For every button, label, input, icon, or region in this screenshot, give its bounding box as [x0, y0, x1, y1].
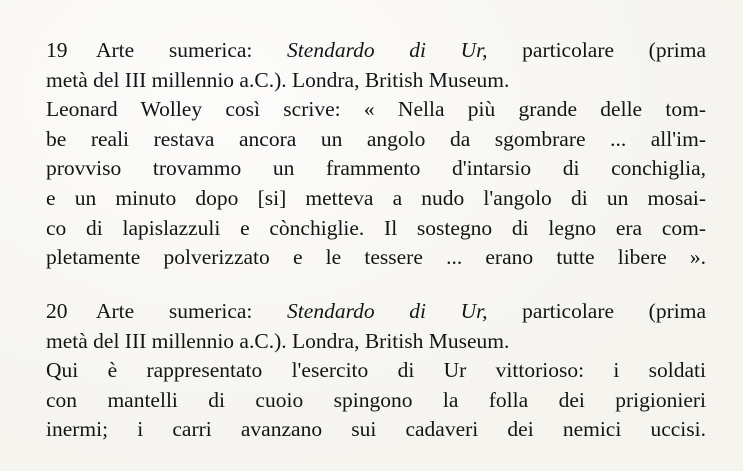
caption-suffix: particolare (prima — [487, 38, 706, 62]
caption-line: provviso trovammo un frammento d'intarsio di conchiglia, — [46, 156, 706, 181]
caption-prefix: Arte sumerica: — [96, 299, 288, 323]
caption-line: be reali restava ancora un angolo da sgombrare ... all'im- — [46, 126, 706, 151]
caption-line: metà del III millennio a.C.). Londra, British Museum. — [46, 67, 510, 92]
caption-line: inermi; i carri avanzano sui cadaveri dei nemici uccisi. — [46, 417, 706, 442]
caption-line: e un minuto dopo [si] metteva a nudo l'angolo di un mosai- — [46, 185, 706, 210]
artwork-title: Stendardo di Ur, — [287, 299, 488, 323]
caption-number: 19 — [46, 38, 68, 62]
caption-line: co di lapislazzuli e cònchiglie. Il sostegno di legno era com- — [46, 215, 706, 240]
caption-line — [46, 36, 706, 66]
caption-19 — [46, 36, 706, 273]
caption-line — [46, 297, 706, 327]
caption-20 — [46, 297, 706, 445]
caption-line: metà del III millennio a.C.). Londra, British Museum. — [46, 328, 510, 353]
caption-line: Leonard Wolley così scrive: « Nella più grande delle tom- — [46, 97, 706, 122]
artwork-title: Stendardo di Ur, — [287, 38, 488, 62]
caption-suffix: particolare (prima — [487, 299, 706, 323]
caption-line: con mantelli di cuoio spingono la folla dei prigionieri — [46, 387, 706, 412]
caption-number: 20 — [46, 299, 68, 323]
caption-line: Qui è rappresentato l'esercito di Ur vittorioso: i soldati — [46, 358, 706, 383]
caption-line: pletamente polverizzato e le tessere ... erano tutte libere ». — [46, 245, 706, 270]
caption-prefix: Arte sumerica: — [96, 38, 288, 62]
